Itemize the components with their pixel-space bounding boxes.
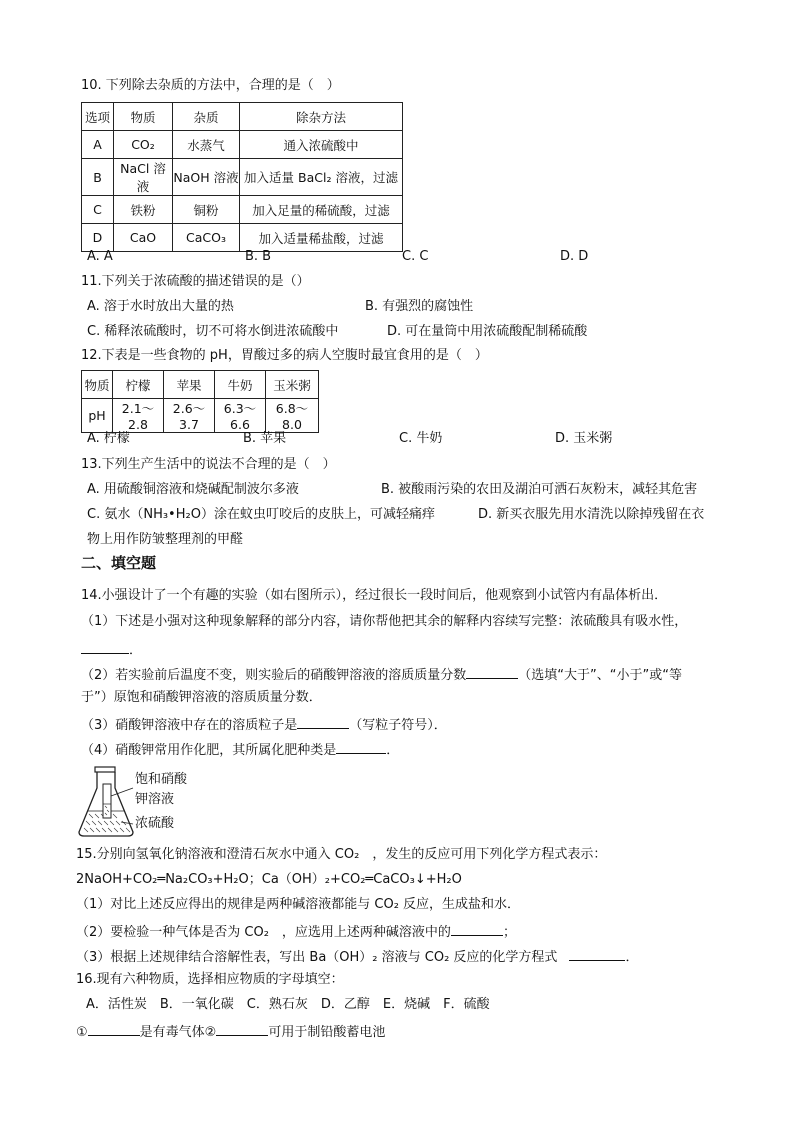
table-cell: CaCO₃ — [173, 224, 240, 252]
answer-blank[interactable] — [297, 714, 349, 729]
q16-stem: 16.现有六种物质，选择相应物质的字母填空： — [76, 972, 344, 987]
q12-stem: 12.下表是一些食物的 pH，胃酸过多的病人空腹时最宜食用的是（ ） — [81, 348, 488, 363]
table-row — [82, 131, 403, 159]
option-b: B. B — [245, 249, 272, 264]
table-cell: 2.6～3.7 — [164, 399, 215, 433]
q11-stem: 11.下列关于浓硫酸的描述错误的是（） — [81, 274, 310, 289]
q16-part1: ① 是有毒气体② 可用于制铅酸蓄电池 — [76, 1021, 385, 1042]
q12-table — [81, 370, 319, 433]
option-c: C. 氨水（NH₃•H₂O）涂在蚊虫叮咬后的皮肤上，可减轻痛痒 — [87, 507, 435, 522]
table-cell: pH — [82, 399, 113, 433]
answer-blank[interactable] — [88, 1021, 140, 1036]
q15-stem: 15.分别向氢氧化钠溶液和澄清石灰水中通入 CO₂ ，发生的反应可用下列化学方程式表示： — [76, 847, 607, 862]
option-d: D. D — [560, 249, 589, 264]
option-a: A. A — [87, 249, 113, 264]
q13-stem: 13.下列生产生活中的说法不合理的是（ ） — [81, 457, 336, 472]
table-cell: 6.3～6.6 — [215, 399, 266, 433]
table-header-cell: 杂质 — [173, 103, 240, 131]
option-a: A. 用硫酸铜溶液和烧碱配制波尔多液 — [87, 482, 299, 497]
answer-blank[interactable] — [336, 739, 386, 754]
table-header-row — [82, 371, 319, 399]
table-header-cell: 玉米粥 — [266, 371, 319, 399]
option-d-continued: 物上用作防皱整理剂的甲醛 — [87, 532, 244, 547]
table-header-cell: 苹果 — [164, 371, 215, 399]
table-row — [82, 159, 403, 196]
q10-table — [81, 102, 403, 252]
table-cell: 水蒸气 — [173, 131, 240, 159]
table-row — [82, 196, 403, 224]
option-d: D. 可在量筒中用浓硫酸配制稀硫酸 — [387, 324, 588, 339]
table-row — [82, 224, 403, 252]
table-cell: 6.8～8.0 — [266, 399, 319, 433]
table-cell: 加入适量 BaCl₂ 溶液，过滤 — [240, 159, 403, 196]
table-row — [82, 399, 319, 433]
table-cell: CaO — [114, 224, 173, 252]
option-b: B. 苹果 — [243, 431, 287, 446]
option-d: D. 玉米粥 — [555, 431, 613, 446]
table-header-cell: 牛奶 — [215, 371, 266, 399]
section-title: 二、填空题 — [81, 554, 157, 572]
answer-blank[interactable] — [81, 639, 129, 654]
table-cell: 通入浓硫酸中 — [240, 131, 403, 159]
table-cell: CO₂ — [114, 131, 173, 159]
q15-part1: （1）对比上述反应得出的规律是两种碱溶液都能与 CO₂ 反应，生成盐和水． — [76, 897, 521, 912]
q14-part4: （4）硝酸钾常用作化肥，其所属化肥种类是 ． — [81, 739, 399, 760]
option-c: C. 牛奶 — [399, 431, 443, 446]
q14-part1-answer: ． — [81, 639, 142, 660]
option-c: C. C — [402, 249, 429, 264]
q14-part2: （2）若实验前后温度不变，则实验后的硝酸钾溶液的溶质质量分数 （选填“大于”、“小于”或“等 — [81, 664, 682, 685]
q16-choices: A．活性炭 B．一氧化碳 C．熟石灰 D．乙醇 E．烧碱 F．硫酸 — [86, 997, 490, 1012]
table-header-cell: 物质 — [114, 103, 173, 131]
table-cell: C — [82, 196, 114, 224]
answer-blank[interactable] — [451, 921, 503, 936]
q15-part3: （3）根据上述规律结合溶解性表，写出 Ba（OH）₂ 溶液与 CO₂ 反应的化学方程式 ． — [76, 946, 638, 967]
answer-blank[interactable] — [569, 946, 625, 961]
table-cell: 2.1～2.8 — [113, 399, 164, 433]
table-cell: 加入足量的稀硫酸，过滤 — [240, 196, 403, 224]
q14-stem: 14.小强设计了一个有趣的实验（如右图所示），经过很长一段时间后，他观察到小试管内有晶体析出． — [81, 588, 668, 603]
table-cell: 加入适量稀盐酸，过滤 — [240, 224, 403, 252]
chemical-equation: 2NaOH+CO₂═Na₂CO₃+H₂O；Ca（OH）₂+CO₂═CaCO₃↓+H₂O — [76, 872, 462, 887]
q10-stem: 10. 下列除去杂质的方法中，合理的是（ ） — [81, 78, 340, 93]
table-cell: 铁粉 — [114, 196, 173, 224]
option-c: C. 稀释浓硫酸时，切不可将水倒进浓硫酸中 — [87, 324, 339, 339]
figure-label: 钾溶液 — [135, 792, 175, 807]
option-b: B. 被酸雨污染的农田及湖泊可洒石灰粉末，减轻其危害 — [381, 482, 698, 497]
option-a: A. 溶于水时放出大量的热 — [87, 299, 234, 314]
table-cell: D — [82, 224, 114, 252]
table-cell: NaOH 溶液 — [173, 159, 240, 196]
table-header-cell: 选项 — [82, 103, 114, 131]
q14-part2-continued: 于”）原饱和硝酸钾溶液的溶质质量分数． — [81, 690, 322, 705]
q15-part2: （2）要检验一种气体是否为 CO₂ ，应选用上述两种碱溶液中的 ； — [76, 921, 516, 942]
table-header-row — [82, 103, 403, 131]
figure-label: 饱和硝酸 — [135, 772, 188, 787]
table-cell: A — [82, 131, 114, 159]
table-header-cell: 物质 — [82, 371, 113, 399]
table-header-cell: 柠檬 — [113, 371, 164, 399]
table-cell: NaCl 溶液 — [114, 159, 173, 196]
option-a: A. 柠檬 — [87, 431, 130, 446]
flask-icon — [76, 766, 136, 838]
table-header-cell: 除杂方法 — [240, 103, 403, 131]
answer-blank[interactable] — [466, 664, 518, 679]
table-cell: 铜粉 — [173, 196, 240, 224]
figure-label: 浓硫酸 — [135, 816, 175, 831]
answer-blank[interactable] — [216, 1021, 268, 1036]
table-cell: B — [82, 159, 114, 196]
q14-part3: （3）硝酸钾溶液中存在的溶质粒子是 （写粒子符号）． — [81, 714, 447, 735]
q14-part1: （1）下述是小强对这种现象解释的部分内容，请你帮他把其余的解释内容续写完整：浓硫酸具有吸水性， — [81, 614, 688, 629]
option-b: B. 有强烈的腐蚀性 — [365, 299, 474, 314]
option-d: D. 新买衣服先用水清洗以除掉残留在衣 — [478, 507, 705, 522]
